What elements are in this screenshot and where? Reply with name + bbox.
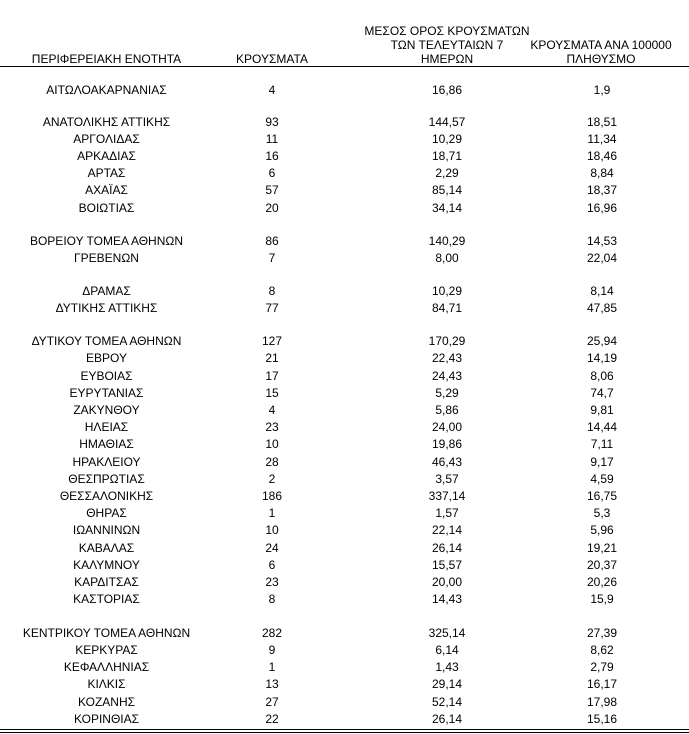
per-100k-cell: 7,11 xyxy=(590,437,614,451)
avg-7-days-cell: 8,00 xyxy=(435,251,459,265)
region-cell: ΔΥΤΙΚΗΣ ΑΤΤΙΚΗΣ xyxy=(55,301,158,315)
cases-cell: 24 xyxy=(265,541,279,555)
avg-7-days-cell: 19,86 xyxy=(431,437,463,451)
region-cell: ΖΑΚΥΝΘΟΥ xyxy=(73,403,140,417)
table-row xyxy=(0,148,689,165)
cases-cell: 20 xyxy=(265,201,279,215)
region-cell: ΚΕΡΚΥΡΑΣ xyxy=(75,643,138,657)
avg-7-days-cell: 5,86 xyxy=(435,403,459,417)
avg-7-days-cell: 24,43 xyxy=(431,369,463,383)
header-per100k-line-1: ΚΡΟΥΣΜΑΤΑ ΑΝΑ 100000 xyxy=(530,38,672,52)
header-cases-label: ΚΡΟΥΣΜΑΤΑ xyxy=(236,52,308,66)
table-row xyxy=(0,419,689,436)
table-row xyxy=(0,82,689,99)
per-100k-cell: 47,85 xyxy=(586,301,618,315)
region-cell: ΗΜΑΘΙΑΣ xyxy=(79,437,134,451)
per-100k-cell: 8,62 xyxy=(590,643,614,657)
cases-cell: 15 xyxy=(265,386,279,400)
per-100k-cell: 25,94 xyxy=(586,334,618,348)
cases-cell: 6 xyxy=(268,558,276,572)
table-row xyxy=(0,676,689,693)
region-cell: ΔΡΑΜΑΣ xyxy=(82,284,131,298)
table-row xyxy=(0,333,689,350)
table-row xyxy=(0,625,689,642)
cases-cell: 23 xyxy=(265,420,279,434)
region-cell: ΕΒΡΟΥ xyxy=(86,351,127,365)
table-row xyxy=(0,385,689,402)
cases-cell: 93 xyxy=(265,115,279,129)
avg-7-days-cell: 46,43 xyxy=(431,455,463,469)
cases-cell: 8 xyxy=(268,592,276,606)
cases-cell: 1 xyxy=(268,506,276,520)
table-row xyxy=(0,200,689,217)
cases-cell: 282 xyxy=(261,626,283,640)
region-cell: ΔΥΤΙΚΟΥ ΤΟΜΕΑ ΑΘΗΝΩΝ xyxy=(31,334,182,348)
table-row xyxy=(0,436,689,453)
region-cell: ΚΑΛΥΜΝΟΥ xyxy=(73,558,140,572)
region-cell: ΓΡΕΒΕΝΩΝ xyxy=(74,251,139,265)
cases-cell: 77 xyxy=(265,301,279,315)
region-cell: ΑΡΤΑΣ xyxy=(87,166,126,180)
avg-7-days-cell: 1,43 xyxy=(435,660,459,674)
avg-7-days-cell: 52,14 xyxy=(431,695,463,709)
per-100k-cell: 9,17 xyxy=(590,455,614,469)
per-100k-cell: 15,9 xyxy=(590,592,614,606)
per-100k-cell: 18,46 xyxy=(586,149,618,163)
per-100k-cell: 9,81 xyxy=(590,403,614,417)
table-row xyxy=(0,642,689,659)
bottom-divider-double xyxy=(0,732,689,733)
header-per100k-line-2: ΠΛΗΘΥΣΜΟ xyxy=(566,52,636,66)
region-cell: ΚΑΡΔΙΤΣΑΣ xyxy=(74,575,139,589)
table-row xyxy=(0,694,689,711)
avg-7-days-cell: 24,00 xyxy=(431,420,463,434)
per-100k-cell: 17,98 xyxy=(586,695,618,709)
region-cell: ΑΙΤΩΛΟΑΚΑΡΝΑΝΙΑΣ xyxy=(46,83,167,97)
cases-cell: 57 xyxy=(265,183,279,197)
region-cell: ΗΛΕΙΑΣ xyxy=(84,420,129,434)
cases-cell: 9 xyxy=(268,643,276,657)
region-cell: ΗΡΑΚΛΕΙΟΥ xyxy=(72,455,141,469)
table-row xyxy=(0,368,689,385)
avg-7-days-cell: 20,00 xyxy=(431,575,463,589)
table-row xyxy=(0,131,689,148)
header-region-label: ΠΕΡΙΦΕΡΕΙΑΚΗ ΕΝΟΤΗΤΑ xyxy=(31,52,182,66)
cases-cell: 127 xyxy=(261,334,283,348)
cases-cell: 1 xyxy=(268,660,276,674)
table-row xyxy=(0,182,689,199)
region-cell: ΑΡΚΑΔΙΑΣ xyxy=(77,149,136,163)
region-cell: ΚΙΛΚΙΣ xyxy=(87,677,126,691)
region-cell: ΘΕΣΠΡΩΤΙΑΣ xyxy=(68,472,145,486)
table-row xyxy=(0,711,689,728)
region-cell: ΚΕΝΤΡΙΚΟΥ ΤΟΜΕΑ ΑΘΗΝΩΝ xyxy=(22,626,191,640)
region-cell: ΒΟΙΩΤΙΑΣ xyxy=(78,201,135,215)
cases-cell: 4 xyxy=(268,83,276,97)
avg-7-days-cell: 22,14 xyxy=(431,523,463,537)
per-100k-cell: 74,7 xyxy=(590,386,614,400)
per-100k-cell: 2,79 xyxy=(590,660,614,674)
table-row xyxy=(0,540,689,557)
table-row xyxy=(0,522,689,539)
avg-7-days-cell: 14,43 xyxy=(431,592,463,606)
avg-7-days-cell: 22,43 xyxy=(431,351,463,365)
per-100k-cell: 20,37 xyxy=(586,558,618,572)
cases-cell: 16 xyxy=(265,149,279,163)
region-cell: ΚΟΡΙΝΘΙΑΣ xyxy=(73,712,140,726)
cases-cell: 8 xyxy=(268,284,276,298)
cases-cell: 4 xyxy=(268,403,276,417)
cases-cell: 11 xyxy=(265,132,279,146)
table-row xyxy=(0,574,689,591)
per-100k-cell: 14,44 xyxy=(586,420,618,434)
region-cell: ΘΗΡΑΣ xyxy=(86,506,127,520)
cases-cell: 22 xyxy=(265,712,279,726)
region-cell: ΚΑΒΑΛΑΣ xyxy=(78,541,135,555)
per-100k-cell: 8,06 xyxy=(590,369,614,383)
cases-cell: 186 xyxy=(261,489,283,503)
region-cell: ΙΩΑΝΝΙΝΩΝ xyxy=(72,523,141,537)
cases-cell: 27 xyxy=(265,695,279,709)
table-row xyxy=(0,250,689,267)
table-row xyxy=(0,505,689,522)
table-row xyxy=(0,165,689,182)
per-100k-cell: 18,37 xyxy=(586,183,618,197)
region-cell: ΚΟΖΑΝΗΣ xyxy=(77,695,136,709)
per-100k-cell: 8,84 xyxy=(590,166,614,180)
table-row xyxy=(0,283,689,300)
avg-7-days-cell: 170,29 xyxy=(428,334,466,348)
header-avg-line-2: ΤΩΝ ΤΕΛΕΥΤΑΙΩΝ 7 xyxy=(390,38,504,52)
per-100k-cell: 14,19 xyxy=(586,351,618,365)
avg-7-days-cell: 2,29 xyxy=(435,166,459,180)
avg-7-days-cell: 337,14 xyxy=(428,489,466,503)
avg-7-days-cell: 85,14 xyxy=(431,183,463,197)
per-100k-cell: 14,53 xyxy=(586,234,618,248)
avg-7-days-cell: 6,14 xyxy=(435,643,459,657)
region-cell: ΕΥΒΟΙΑΣ xyxy=(80,369,133,383)
per-100k-cell: 4,59 xyxy=(590,472,614,486)
avg-7-days-cell: 34,14 xyxy=(431,201,463,215)
region-cell: ΘΕΣΣΑΛΟΝΙΚΗΣ xyxy=(59,489,154,503)
per-100k-cell: 22,04 xyxy=(586,251,618,265)
avg-7-days-cell: 26,14 xyxy=(431,712,463,726)
avg-7-days-cell: 3,57 xyxy=(435,472,459,486)
cases-cell: 21 xyxy=(265,351,279,365)
per-100k-cell: 1,9 xyxy=(593,83,611,97)
bottom-divider xyxy=(0,729,689,730)
cases-cell: 7 xyxy=(268,251,276,265)
table-row xyxy=(0,591,689,608)
region-cell: ΑΡΓΟΛΙΔΑΣ xyxy=(73,132,140,146)
table-row xyxy=(0,471,689,488)
per-100k-cell: 20,26 xyxy=(586,575,618,589)
region-cell: ΑΝΑΤΟΛΙΚΗΣ ΑΤΤΙΚΗΣ xyxy=(42,115,171,129)
region-cell: ΚΕΦΑΛΛΗΝΙΑΣ xyxy=(63,660,150,674)
avg-7-days-cell: 10,29 xyxy=(431,132,463,146)
region-cell: ΒΟΡΕΙΟΥ ΤΟΜΕΑ ΑΘΗΝΩΝ xyxy=(29,234,184,248)
cases-cell: 10 xyxy=(265,523,279,537)
avg-7-days-cell: 18,71 xyxy=(431,149,463,163)
avg-7-days-cell: 26,14 xyxy=(431,541,463,555)
header-avg-line-3: ΗΜΕΡΩΝ xyxy=(420,52,474,66)
region-cell: ΕΥΡΥΤΑΝΙΑΣ xyxy=(69,386,144,400)
cases-cell: 23 xyxy=(265,575,279,589)
per-100k-cell: 11,34 xyxy=(587,132,617,146)
per-100k-cell: 15,16 xyxy=(586,712,618,726)
avg-7-days-cell: 84,71 xyxy=(431,301,463,315)
cases-cell: 28 xyxy=(265,455,279,469)
table-row xyxy=(0,233,689,250)
table-row xyxy=(0,659,689,676)
per-100k-cell: 19,21 xyxy=(586,541,618,555)
avg-7-days-cell: 16,86 xyxy=(431,83,463,97)
per-100k-cell: 16,96 xyxy=(586,201,618,215)
avg-7-days-cell: 29,14 xyxy=(431,677,463,691)
per-100k-cell: 16,75 xyxy=(586,489,618,503)
per-100k-cell: 8,14 xyxy=(590,284,614,298)
table-row xyxy=(0,350,689,367)
per-100k-cell: 16,17 xyxy=(586,677,618,691)
avg-7-days-cell: 325,14 xyxy=(428,626,466,640)
region-cell: ΚΑΣΤΟΡΙΑΣ xyxy=(73,592,140,606)
table-row xyxy=(0,300,689,317)
cases-cell: 6 xyxy=(268,166,276,180)
cases-cell: 13 xyxy=(265,677,279,691)
per-100k-cell: 5,3 xyxy=(593,506,611,520)
table-row xyxy=(0,402,689,419)
avg-7-days-cell: 10,29 xyxy=(431,284,463,298)
region-cell: ΑΧΑΪΑΣ xyxy=(85,183,128,197)
header-avg-line-1: ΜΕΣΟΣ ΟΡΟΣ ΚΡΟΥΣΜΑΤΩΝ xyxy=(364,24,530,38)
avg-7-days-cell: 1,57 xyxy=(435,506,459,520)
cases-cell: 2 xyxy=(268,472,276,486)
avg-7-days-cell: 144,57 xyxy=(428,115,466,129)
avg-7-days-cell: 5,29 xyxy=(435,386,459,400)
table-row xyxy=(0,488,689,505)
table-row xyxy=(0,454,689,471)
per-100k-cell: 27,39 xyxy=(586,626,618,640)
cases-cell: 17 xyxy=(265,369,279,383)
per-100k-cell: 18,51 xyxy=(586,115,618,129)
avg-7-days-cell: 140,29 xyxy=(428,234,466,248)
cases-cell: 86 xyxy=(265,234,279,248)
table-row xyxy=(0,114,689,131)
table-row xyxy=(0,557,689,574)
avg-7-days-cell: 15,57 xyxy=(431,558,463,572)
cases-cell: 10 xyxy=(265,437,279,451)
per-100k-cell: 5,96 xyxy=(590,523,614,537)
